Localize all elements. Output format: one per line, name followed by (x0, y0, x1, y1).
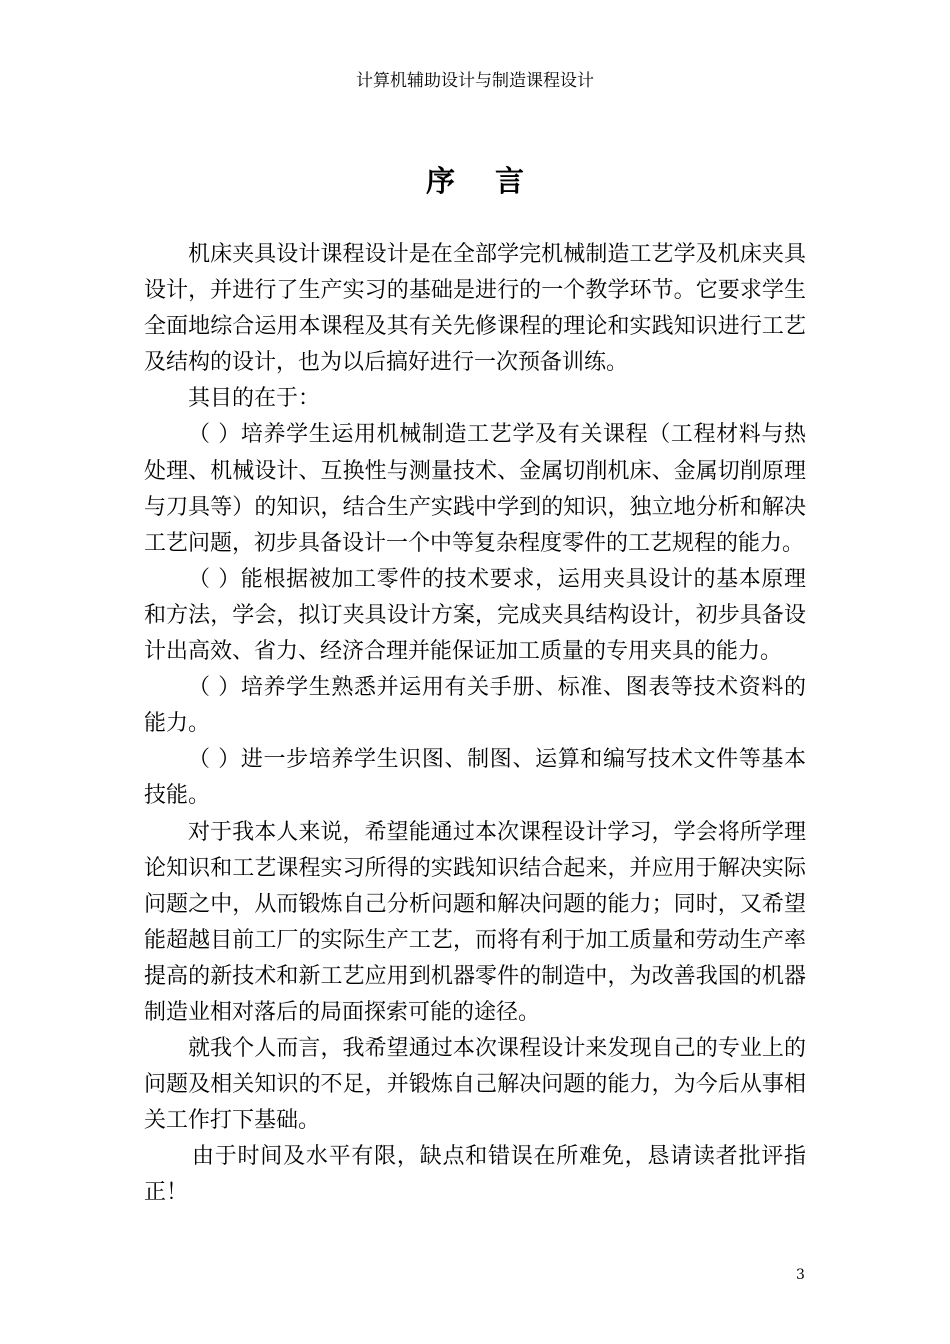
preface-body (144, 237, 806, 1212)
purpose-item-3: （ ）培养学生熟悉并运用有关手册、标准、图表等技术资料的能力。 (144, 675, 806, 737)
purpose-item-4: （ ）进一步培养学生识图、制图、运算和编写技术文件等基本技能。 (144, 747, 806, 809)
closing-paragraph: 由于时间及水平有限，缺点和错误在所难免，恳请读者批评指正！ (144, 1144, 806, 1206)
purpose-item-2: （ ）能根据被加工零件的技术要求，运用夹具设计的基本原理和方法，学会，拟订夹具设计方案，完成夹具结构设计，初步具备设计出高效、省力、经济合理并能保证加工质量的专用夹具的能力。 (144, 566, 806, 665)
personal-view-paragraph: 就我个人而言，我希望通过本次课程设计来发现自己的专业上的问题及相关知识的不足，并锻炼自己解决问题的能力，为今后从事相关工作打下基础。 (144, 1036, 806, 1134)
page-number: 3 (796, 1267, 805, 1283)
intro-paragraph: 机床夹具设计课程设计是在全部学完机械制造工艺学及机床夹具设计，并进行了生产实习的基础是进行的一个教学环节。它要求学生全面地综合运用本课程及其有关先修课程的理论和实践知识进行工艺及结构的设计，也为以后搞好进行一次预备训练。 (144, 242, 806, 376)
personal-goal-paragraph: 对于我本人来说，希望能通过本次课程设计学习，学会将所学理论知识和工艺课程实习所得的实践知识结合起来，并应用于解决实际问题之中，从而锻炼自己分析问题和解决问题的能力；同时，又希望能超越目前工厂的实际生产工艺，而将有利于加工质量和劳动生产率提高的新技术和新工艺应用到机器零件的制造中，为改善我国的机器制造业相对落后的局面探索可能的途径。 (144, 819, 806, 1025)
running-header: 计算机辅助设计与制造课程设计 (356, 71, 594, 91)
page-title: 序言 (425, 164, 564, 198)
purpose-heading: 其目的在于： (188, 386, 321, 412)
purpose-item-1: （ ）培养学生运用机械制造工艺学及有关课程（工程材料与热处理、机械设计、互换性与测量技术、金属切削机床、金属切削原理与刀具等）的知识，结合生产实践中学到的知识，独立地分析和解决工艺问题，初步具备设计一个中等复杂程度零件的工艺规程的能力。 (144, 422, 806, 556)
